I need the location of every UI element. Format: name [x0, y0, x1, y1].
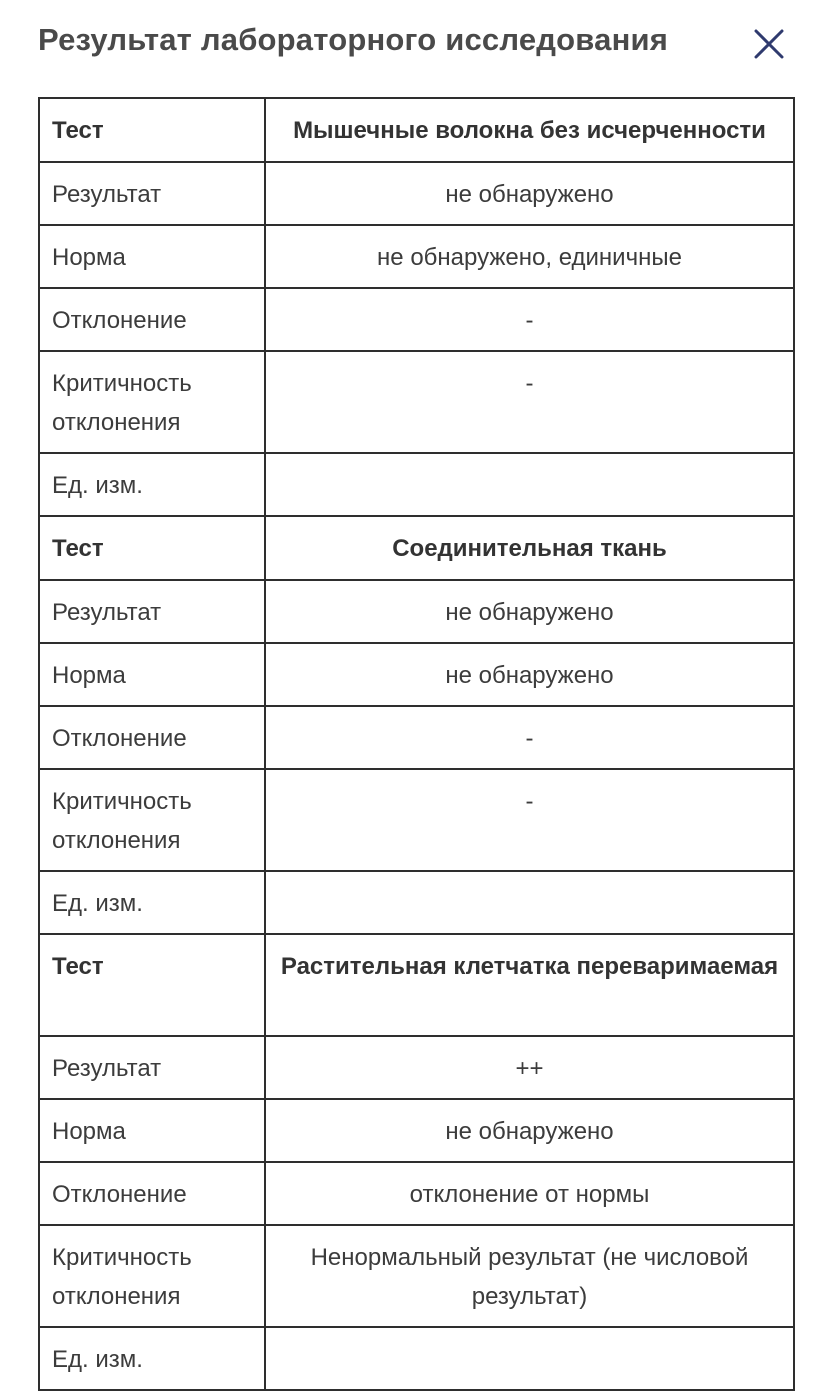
criticality-value: -	[265, 769, 794, 871]
unit-value	[265, 1327, 794, 1390]
norm-value: не обнаружено	[265, 643, 794, 706]
row-label-result: Результат	[39, 580, 265, 643]
result-value: не обнаружено	[265, 162, 794, 225]
norm-value: не обнаружено, единичные	[265, 225, 794, 288]
test-name: Растительная клетчатка переваримаемая	[265, 934, 794, 1036]
criticality-value: -	[265, 351, 794, 453]
row-label-norm: Норма	[39, 225, 265, 288]
close-button[interactable]	[747, 22, 791, 66]
table-row-deviation	[39, 1162, 794, 1225]
table-row-norm	[39, 1099, 794, 1162]
row-label-criticality: Критичность отклонения	[39, 1225, 265, 1327]
dialog-header	[0, 0, 827, 90]
test-name: Соединительная ткань	[265, 516, 794, 580]
row-label-deviation: Отклонение	[39, 706, 265, 769]
table-row-test	[39, 516, 794, 580]
row-label-deviation: Отклонение	[39, 1162, 265, 1225]
table-row-norm	[39, 225, 794, 288]
table-row-deviation	[39, 706, 794, 769]
row-label-test: Тест	[39, 98, 265, 162]
table-row-unit	[39, 871, 794, 934]
row-label-unit: Ед. изм.	[39, 453, 265, 516]
deviation-value: -	[265, 706, 794, 769]
row-label-criticality: Критичность отклонения	[39, 351, 265, 453]
row-label-test: Тест	[39, 516, 265, 580]
row-label-criticality: Критичность отклонения	[39, 769, 265, 871]
table-row-result	[39, 162, 794, 225]
table-row-criticality	[39, 1225, 794, 1327]
table-row-criticality	[39, 769, 794, 871]
table-row-criticality	[39, 351, 794, 453]
lab-results-table	[38, 97, 795, 1391]
table-row-test	[39, 934, 794, 1036]
result-value: ++	[265, 1036, 794, 1099]
result-value: не обнаружено	[265, 580, 794, 643]
row-label-result: Результат	[39, 1036, 265, 1099]
row-label-result: Результат	[39, 162, 265, 225]
row-label-norm: Норма	[39, 1099, 265, 1162]
norm-value: не обнаружено	[265, 1099, 794, 1162]
close-icon	[747, 22, 791, 66]
row-label-norm: Норма	[39, 643, 265, 706]
table-row-deviation	[39, 288, 794, 351]
table-row-norm	[39, 643, 794, 706]
page-title: Результат лабораторного исследования	[38, 22, 669, 57]
deviation-value: -	[265, 288, 794, 351]
row-label-unit: Ед. изм.	[39, 1327, 265, 1390]
unit-value	[265, 453, 794, 516]
table-row-result	[39, 580, 794, 643]
table-row-unit	[39, 1327, 794, 1390]
criticality-value: Ненормальный результат (не числовой результат)	[265, 1225, 794, 1327]
row-label-deviation: Отклонение	[39, 288, 265, 351]
table-row-result	[39, 1036, 794, 1099]
unit-value	[265, 871, 794, 934]
deviation-value: отклонение от нормы	[265, 1162, 794, 1225]
row-label-unit: Ед. изм.	[39, 871, 265, 934]
table-row-test	[39, 98, 794, 162]
row-label-test: Тест	[39, 934, 265, 1036]
test-name: Мышечные волокна без исчерченности	[265, 98, 794, 162]
table-row-unit	[39, 453, 794, 516]
